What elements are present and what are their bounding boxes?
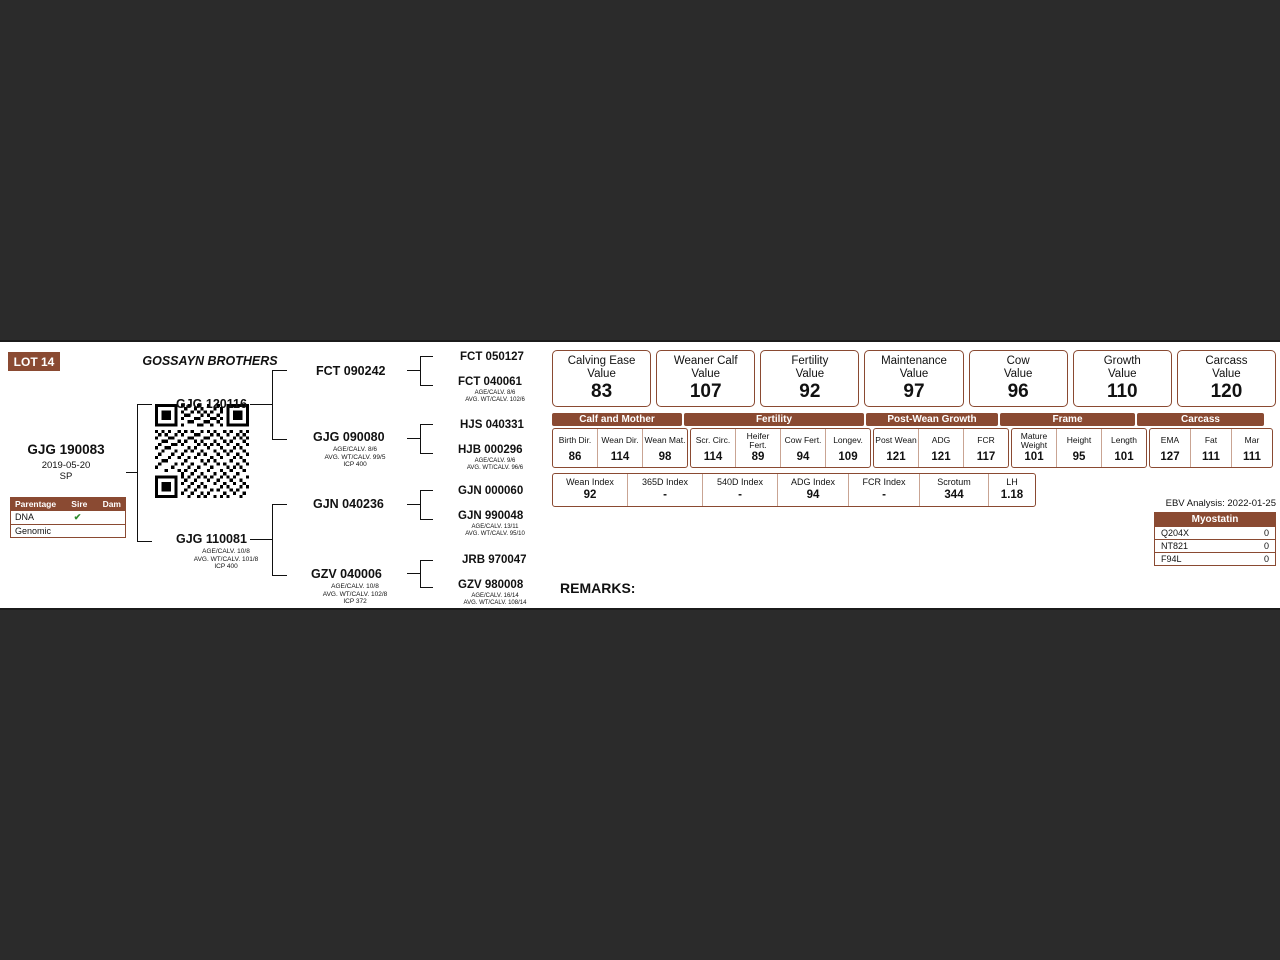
band-fertility: Fertility <box>684 413 864 426</box>
index-wean-value: 92 <box>583 489 597 501</box>
trait-longev-value: 109 <box>838 451 858 463</box>
pedigree-dam-dam: GZV 040006 <box>311 567 382 581</box>
trait-ema-label: EMA <box>1160 435 1180 446</box>
myostatin-f94l-value: 0 <box>1263 554 1269 564</box>
myostatin-f94l-label: F94L <box>1161 554 1182 564</box>
trait-birth-dir-label: Birth Dir. <box>558 435 592 446</box>
bracket-animal <box>137 404 152 542</box>
trait-length-value: 101 <box>1114 451 1134 463</box>
parentage-dna-sire: ✔ <box>73 512 82 522</box>
bracket-ds <box>420 490 433 520</box>
animal-sex-code: SP <box>59 471 73 482</box>
trait-group-calf-and-mother <box>552 428 688 468</box>
bracket-sd-stem <box>407 438 420 439</box>
animal-id: GJG 190083 <box>27 442 105 457</box>
trait-mar-label: Mar <box>1244 435 1260 446</box>
ebv-panel <box>552 350 1276 564</box>
trait-wean-dir-label: Wean Dir. <box>601 435 639 446</box>
index-lh-value: 1.18 <box>1000 489 1024 501</box>
trait-mar-value: 111 <box>1243 451 1261 463</box>
myostatin-q204x-label: Q204X <box>1161 528 1190 538</box>
bracket-sire-stem <box>250 404 272 405</box>
band-frame: Frame <box>1000 413 1135 426</box>
pedigree-dam-dam-detail: AGE/CALV. 10/8 AVG. WT/CALV. 102/8 ICP 372 <box>322 583 388 606</box>
trait-wean-dir-value: 114 <box>610 451 630 463</box>
calving-ease-label-2: Value <box>587 368 616 380</box>
pedigree-sire-dam: GJG 090080 <box>313 430 385 444</box>
pedigree-ssd: FCT 040061 <box>458 376 522 388</box>
myostatin-table <box>1154 512 1276 566</box>
parentage-header-dam: Dam <box>102 499 121 509</box>
trait-post-wean-label: Post Wean <box>875 435 917 446</box>
bracket-ss-stem <box>407 370 420 371</box>
parentage-header-label: Parentage <box>15 499 57 509</box>
bracket-sire <box>272 370 287 440</box>
value-box-growth <box>1073 350 1172 407</box>
index-lh-label: LH <box>1006 477 1018 487</box>
myostatin-nt821-value: 0 <box>1263 541 1269 551</box>
pedigree-dsd: GJN 990048 <box>458 510 524 522</box>
index-wean <box>553 474 628 506</box>
trait-mature-weight <box>1012 429 1057 467</box>
value-box-fertility <box>760 350 859 407</box>
trait-heifer-fert <box>736 429 781 467</box>
catalogue-page <box>0 340 1280 610</box>
animal-dob-date: 2019-05-20 <box>41 460 91 471</box>
table-row <box>1155 526 1275 539</box>
bracket-dd <box>420 560 433 588</box>
value-boxes <box>552 350 1276 407</box>
pedigree-dss: GJN 000060 <box>458 485 524 497</box>
trait-height-label: Height <box>1066 435 1092 446</box>
trait-birth-dir-value: 86 <box>568 451 582 463</box>
pedigree-sire-sire: FCT 090242 <box>316 364 386 378</box>
trait-fat-label: Fat <box>1204 435 1218 446</box>
pedigree-ddd: GZV 980008 <box>458 579 524 591</box>
value-box-weaner-calf <box>656 350 755 407</box>
pedigree-tree <box>0 342 545 608</box>
trait-ema <box>1150 429 1191 467</box>
bracket-sd <box>420 424 433 454</box>
trait-cow-fert <box>781 429 826 467</box>
trait-post-wean-value: 121 <box>886 451 906 463</box>
trait-length <box>1102 429 1146 467</box>
parentage-genomic-label: Genomic <box>15 526 52 536</box>
pedigree-sire-dam-detail: AGE/CALV. 8/6 AVG. WT/CALV. 99/5 ICP 400 <box>324 446 386 469</box>
myostatin-q204x-value: 0 <box>1263 528 1269 538</box>
growth-value: 110 <box>1106 381 1138 402</box>
index-adg-value: 94 <box>806 489 820 501</box>
table-row <box>1155 539 1275 552</box>
trait-post-wean <box>874 429 919 467</box>
index-540d <box>703 474 778 506</box>
value-box-calving-ease <box>552 350 651 407</box>
calving-ease-label-1: Calving Ease <box>567 355 636 367</box>
growth-label-2: Value <box>1107 368 1137 380</box>
pedigree-sire: GJG 120116 <box>176 397 247 411</box>
pedigree-ssd-detail: AGE/CALV. 8/6 AVG. WT/CALV. 102/6 <box>465 390 525 403</box>
trait-length-label: Length <box>1111 435 1137 446</box>
index-540d-value: - <box>738 489 742 501</box>
value-box-maintenance <box>864 350 963 407</box>
index-scrotum-label: Scrotum <box>937 477 971 487</box>
index-fcr-label: FCR Index <box>862 477 906 487</box>
pedigree-ddd-detail: AGE/CALV. 16/14 AVG. WT/CALV. 108/14 <box>463 593 527 606</box>
breeder-name: GOSSAYN BROTHERS <box>142 354 278 368</box>
trait-fcr-value: 117 <box>976 451 996 463</box>
fertility-label-2: Value <box>795 368 825 380</box>
pedigree-dsd-detail: AGE/CALV. 13/11 AVG. WT/CALV. 95/10 <box>465 524 525 537</box>
weaner-calf-label-2: Value <box>691 368 720 380</box>
index-365d <box>628 474 703 506</box>
remarks-label: REMARKS: <box>560 580 636 596</box>
trait-adg-value: 121 <box>931 451 951 463</box>
index-group <box>552 473 1036 507</box>
parentage-dna-label: DNA <box>15 512 35 522</box>
fertility-label-1: Fertility <box>791 355 829 367</box>
trait-fat <box>1191 429 1232 467</box>
weaner-calf-label-1: Weaner Calf <box>673 355 738 367</box>
trait-fcr-label: FCR <box>977 435 995 446</box>
index-fcr <box>849 474 920 506</box>
pedigree-dam-detail: AGE/CALV. 10/8 AVG. WT/CALV. 101/8 ICP 400 <box>193 548 259 571</box>
band-post-wean-growth: Post-Wean Growth <box>866 413 998 426</box>
trait-group-carcass <box>1149 428 1273 468</box>
trait-row <box>552 428 1276 468</box>
bracket-dd-stem <box>407 573 420 574</box>
trait-wean-mat-label: Wean Mat. <box>644 435 686 446</box>
maintenance-label-2: Value <box>899 368 929 380</box>
trait-wean-mat <box>643 429 687 467</box>
index-540d-label: 540D Index <box>716 477 764 487</box>
bracket-animal-stem <box>126 472 138 473</box>
trait-scr-circ <box>691 429 736 467</box>
value-box-carcass <box>1177 350 1276 407</box>
cow-label-2: Value <box>1003 368 1033 380</box>
table-row <box>1155 552 1275 565</box>
trait-adg-label: ADG <box>931 435 951 446</box>
pedigree-sdd-detail: AGE/CALV. 9/6 AVG. WT/CALV. 96/6 <box>466 458 524 471</box>
trait-group-fertility <box>690 428 871 468</box>
pedigree-sds: HJS 040331 <box>460 419 524 431</box>
trait-mar <box>1232 429 1272 467</box>
trait-heifer-fert-label: Heifer Fert. <box>746 430 770 450</box>
lot-badge: LOT 14 <box>8 352 60 371</box>
trait-cow-fert-label: Cow Fert. <box>784 435 822 446</box>
trait-heifer-fert-value: 89 <box>751 451 765 463</box>
carcass-value: 120 <box>1210 381 1243 402</box>
trait-fat-value: 111 <box>1202 451 1220 463</box>
trait-fcr <box>964 429 1008 467</box>
lot-sheet <box>0 342 1280 608</box>
myostatin-title: Myostatin <box>1155 513 1275 526</box>
trait-ema-value: 127 <box>1160 451 1180 463</box>
trait-height-value: 95 <box>1072 451 1086 463</box>
index-365d-value: - <box>663 489 667 501</box>
trait-group-frame <box>1011 428 1147 468</box>
band-carcass: Carcass <box>1137 413 1264 426</box>
trait-wean-dir <box>598 429 643 467</box>
band-calf-and-mother: Calf and Mother <box>552 413 682 426</box>
myostatin-nt821-label: NT821 <box>1161 541 1189 551</box>
trait-longev <box>826 429 870 467</box>
trait-adg <box>919 429 964 467</box>
pedigree-sss: FCT 050127 <box>460 351 524 363</box>
trait-cow-fert-value: 94 <box>796 451 810 463</box>
index-adg <box>778 474 849 506</box>
trait-group-post-wean-growth <box>873 428 1009 468</box>
pedigree-sdd: HJB 000296 <box>458 444 523 456</box>
trait-mature-weight-value: 101 <box>1024 451 1044 463</box>
bracket-ss <box>420 356 433 386</box>
calving-ease-value: 83 <box>591 381 613 402</box>
index-365d-label: 365D Index <box>641 477 689 487</box>
cow-label-1: Cow <box>1006 355 1030 367</box>
maintenance-value: 97 <box>903 381 925 402</box>
growth-label-1: Growth <box>1103 355 1141 367</box>
trait-band-row <box>552 413 1276 426</box>
index-scrotum <box>920 474 989 506</box>
index-wean-label: Wean Index <box>566 477 614 487</box>
bracket-dam-stem <box>250 539 272 540</box>
fertility-value: 92 <box>799 381 821 402</box>
trait-scr-circ-label: Scr. Circ. <box>695 435 731 446</box>
pedigree-dam-sire: GJN 040236 <box>313 497 384 511</box>
carcass-label-2: Value <box>1212 368 1241 380</box>
index-fcr-value: - <box>882 489 886 501</box>
weaner-calf-value: 107 <box>689 381 722 402</box>
trait-height <box>1057 429 1102 467</box>
parentage-header-sire: Sire <box>71 499 88 509</box>
maintenance-label-1: Maintenance <box>881 355 947 367</box>
index-adg-label: ADG Index <box>790 477 836 487</box>
trait-mature-weight-label: Mature Weight <box>1020 430 1048 450</box>
ebv-analysis-date: EBV Analysis: 2022-01-25 <box>1165 498 1276 509</box>
value-box-cow <box>969 350 1068 407</box>
pedigree-dam: GJG 110081 <box>176 532 247 546</box>
trait-birth-dir <box>553 429 598 467</box>
trait-scr-circ-value: 114 <box>703 451 723 463</box>
trait-longev-label: Longev. <box>833 435 863 446</box>
bracket-ds-stem <box>407 504 420 505</box>
carcass-label-1: Carcass <box>1205 355 1248 367</box>
trait-wean-mat-value: 98 <box>658 451 672 463</box>
pedigree-dds: JRB 970047 <box>462 554 527 566</box>
cow-value: 96 <box>1007 381 1029 402</box>
index-scrotum-value: 344 <box>944 489 964 501</box>
